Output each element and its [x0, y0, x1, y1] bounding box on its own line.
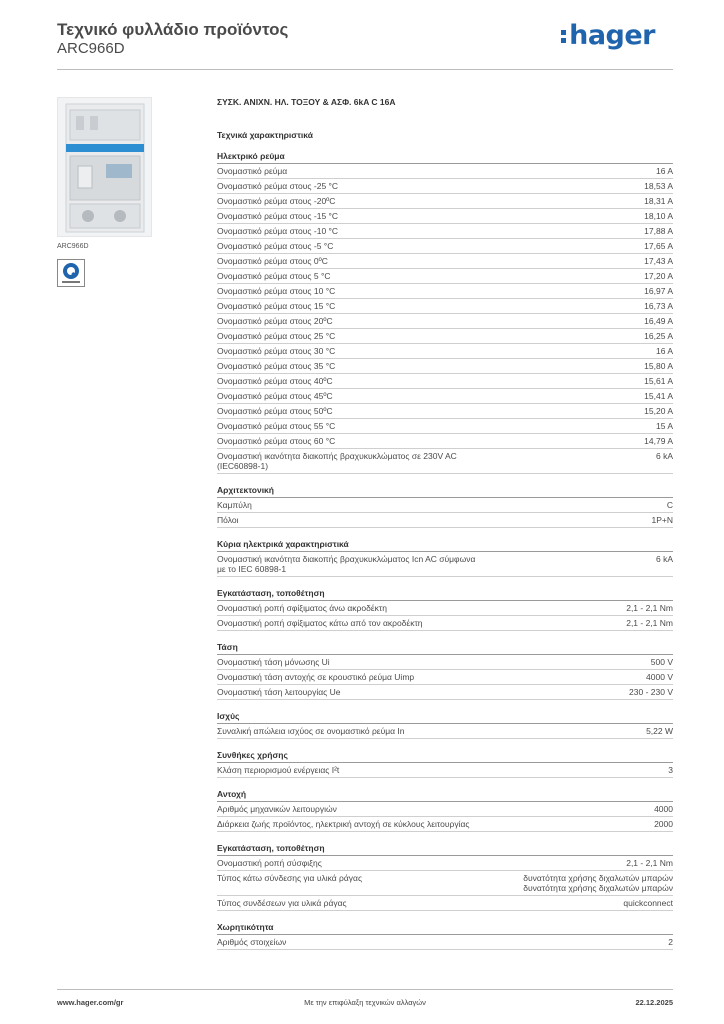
spec-label: Συναλική απώλεια ισχύος σε ονομαστικό ρεύμα In — [217, 726, 405, 736]
spec-group-title: Εγκατάσταση, τοποθέτηση — [217, 588, 673, 601]
logo-dots-icon — [561, 27, 567, 46]
spec-value: 4000 V — [646, 672, 673, 682]
spec-value-line: δυνατότητα χρήσης διχαλωτών μπαρών — [523, 883, 673, 893]
spec-value — [523, 873, 673, 893]
spec-value: 17,20 A — [644, 271, 673, 281]
footer-divider — [57, 989, 673, 990]
spec-label: Ονομαστικό ρεύμα στους -20ºC — [217, 196, 336, 206]
spec-value: C — [666, 500, 673, 510]
spec-label: Ονομαστικό ρεύμα στους -5 °C — [217, 241, 334, 251]
spec-row — [217, 374, 673, 389]
page-header — [57, 20, 673, 70]
spec-label: Διάρκεια ζωής προϊόντος, ηλεκτρική αντοχή σε κύκλους λειτουργίας — [217, 819, 470, 829]
spec-value: 230 - 230 V — [629, 687, 673, 697]
spec-label: Τύπος κάτω σύνδεσης για υλικά ράγας — [217, 873, 363, 883]
spec-label: Ονομαστικό ρεύμα — [217, 166, 288, 176]
spec-label: Ονομαστική ροπή σύσφιξης — [217, 858, 322, 868]
spec-row — [217, 359, 673, 374]
spec-group-title: Εγκατάσταση, τοποθέτηση — [217, 843, 673, 856]
spec-label: Ονομαστικό ρεύμα στους -25 °C — [217, 181, 339, 191]
spec-row — [217, 194, 673, 209]
spec-row — [217, 389, 673, 404]
spec-row — [217, 871, 673, 896]
spec-group-title: Κύρια ηλεκτρικά χαρακτηριστικά — [217, 539, 673, 552]
spec-group — [217, 789, 673, 832]
product-image-caption: ARC966D — [57, 243, 89, 250]
spec-row — [217, 299, 673, 314]
spec-value: 16,97 A — [644, 286, 673, 296]
spec-value: 16,25 A — [644, 331, 673, 341]
document-title: Τεχνικό φυλλάδιο προϊόντος — [57, 20, 289, 39]
spec-value: 14,79 A — [644, 436, 673, 446]
spec-label: Ονομαστική ροπή σφίξιματος άνω ακροδέκτη — [217, 603, 387, 613]
spec-group — [217, 642, 673, 700]
product-sidebar — [57, 97, 157, 287]
spec-label: Ονομαστικό ρεύμα στους 20ºC — [217, 316, 333, 326]
spec-label: Κλάση περιορισμού ενέργειας I²t — [217, 765, 340, 775]
spec-label: Ονομαστικό ρεύμα στους 55 °C — [217, 421, 336, 431]
spec-row — [217, 284, 673, 299]
spec-value: 4000 — [654, 804, 673, 814]
spec-value: 15,41 A — [644, 391, 673, 401]
spec-value: 2000 — [654, 819, 673, 829]
spec-group-title: Ηλεκτρικό ρεύμα — [217, 151, 673, 164]
spec-row — [217, 254, 673, 269]
spec-group — [217, 711, 673, 739]
spec-row — [217, 616, 673, 631]
spec-label: Ονομαστικό ρεύμα στους 30 °C — [217, 346, 336, 356]
spec-group-title: Αντοχή — [217, 789, 673, 802]
spec-group — [217, 539, 673, 577]
spec-row — [217, 449, 673, 474]
spec-label: Ονομαστικό ρεύμα στους -10 °C — [217, 226, 339, 236]
spec-value: 15,20 A — [644, 406, 673, 416]
spec-group-title: Συνθήκες χρήσης — [217, 750, 673, 763]
spec-group-title: Ισχύς — [217, 711, 673, 724]
spec-label: Ονομαστικό ρεύμα στους -15 °C — [217, 211, 339, 221]
spec-group — [217, 588, 673, 631]
hager-logo — [561, 20, 655, 51]
spec-row — [217, 552, 673, 577]
spec-label: Ονομαστικό ρεύμα στους 10 °C — [217, 286, 336, 296]
spec-row — [217, 670, 673, 685]
spec-label: Ονομαστικό ρεύμα στους 50ºC — [217, 406, 333, 416]
spec-value: 17,43 A — [644, 256, 673, 266]
spec-label: Πόλοι — [217, 515, 239, 525]
spec-value: 15,80 A — [644, 361, 673, 371]
spec-label: Ονομαστική τάση λειτουργίας Ue — [217, 687, 341, 697]
spec-row — [217, 179, 673, 194]
spec-value: 16,49 A — [644, 316, 673, 326]
spec-row — [217, 209, 673, 224]
spec-label: Τύπος συνδέσεων για υλικά ράγας — [217, 898, 347, 908]
spec-label: Καμπύλη — [217, 500, 252, 510]
quality-certification-icon — [57, 259, 85, 287]
spec-label: Ονομαστική ικανότητα διακοπής βραχυκυκλώματος Icn AC σύμφωνα με το IEC 60898-1 — [217, 554, 476, 574]
footer-website: www.hager.com/gr — [57, 998, 124, 1007]
spec-value: 2,1 - 2,1 Nm — [626, 858, 673, 868]
spec-value: 5,22 W — [646, 726, 673, 736]
spec-label: Ονομαστική τάση μόνωσης Ui — [217, 657, 330, 667]
spec-row — [217, 724, 673, 739]
spec-value: 18,10 A — [644, 211, 673, 221]
spec-value: 16 A — [655, 166, 673, 176]
spec-label: Ονομαστικό ρεύμα στους 25 °C — [217, 331, 336, 341]
spec-row — [217, 817, 673, 832]
spec-group — [217, 843, 673, 911]
spec-value: 2 — [668, 937, 673, 947]
spec-row — [217, 935, 673, 950]
spec-row — [217, 498, 673, 513]
spec-label: Ονομαστικό ρεύμα στους 0ºC — [217, 256, 328, 266]
product-name: ΣΥΣΚ. ΑΝΙΧΝ. ΗΛ. ΤΟΞΟΥ & ΑΣΦ. 6kA C 16A — [217, 97, 396, 107]
spec-row — [217, 269, 673, 284]
spec-value: 1P+N — [651, 515, 673, 525]
spec-value: 3 — [668, 765, 673, 775]
circuit-breaker-icon — [58, 98, 153, 238]
spec-value: 16,73 A — [644, 301, 673, 311]
logo-text: hager — [569, 20, 655, 51]
section-heading: Τεχνικά χαρακτηριστικά — [217, 130, 313, 140]
spec-row — [217, 685, 673, 700]
spec-group — [217, 151, 673, 474]
spec-label: Ονομαστικό ρεύμα στους 15 °C — [217, 301, 336, 311]
spec-label: Ονομαστικό ρεύμα στους 60 °C — [217, 436, 336, 446]
spec-label: Ονομαστικό ρεύμα στους 40ºC — [217, 376, 333, 386]
spec-groups — [217, 151, 673, 950]
spec-value: 18,53 A — [644, 181, 673, 191]
spec-group-title: Τάση — [217, 642, 673, 655]
spec-group — [217, 750, 673, 778]
spec-row — [217, 896, 673, 911]
spec-content — [217, 97, 673, 950]
spec-row — [217, 329, 673, 344]
footer-date: 22.12.2025 — [635, 998, 673, 1007]
header-divider — [57, 69, 673, 70]
spec-label: Ονομαστικό ρεύμα στους 35 °C — [217, 361, 336, 371]
product-image — [57, 97, 152, 237]
spec-row — [217, 164, 673, 179]
spec-value: 6 kA — [655, 554, 673, 564]
spec-row — [217, 344, 673, 359]
spec-value: 15,61 A — [644, 376, 673, 386]
spec-label: Ονομαστική ροπή σφίξιματος κάτω από τον ακροδέκτη — [217, 618, 423, 628]
spec-label: Ονομαστική ικανότητα διακοπής βραχυκυκλώματος σε 230V AC (IEC60898-1) — [217, 451, 457, 471]
spec-label: Αριθμός μηχανικών λειτουργιών — [217, 804, 337, 814]
spec-group-title: Χωρητικότητα — [217, 922, 673, 935]
spec-row — [217, 404, 673, 419]
spec-value: quickconnect — [623, 898, 673, 908]
spec-row — [217, 434, 673, 449]
spec-label: Ονομαστική τάση αντοχής σε κρουστικό ρεύμα Uimp — [217, 672, 415, 682]
spec-row — [217, 314, 673, 329]
spec-row — [217, 239, 673, 254]
spec-value: 16 A — [655, 346, 673, 356]
spec-row — [217, 802, 673, 817]
spec-value: 500 V — [650, 657, 673, 667]
product-code: ARC966D — [57, 40, 125, 57]
spec-group — [217, 922, 673, 950]
spec-value: 2,1 - 2,1 Nm — [626, 603, 673, 613]
spec-label: Ονομαστικό ρεύμα στους 5 °C — [217, 271, 331, 281]
spec-row — [217, 763, 673, 778]
spec-value: 6 kA — [655, 451, 673, 461]
spec-value: 18,31 A — [644, 196, 673, 206]
spec-value: 17,65 A — [644, 241, 673, 251]
spec-row — [217, 655, 673, 670]
spec-label: Αριθμός στοιχείων — [217, 937, 287, 947]
spec-label: Ονομαστικό ρεύμα στους 45ºC — [217, 391, 333, 401]
spec-row — [217, 601, 673, 616]
spec-row — [217, 224, 673, 239]
spec-group — [217, 485, 673, 528]
footer-notice: Με την επιφύλαξη τεχνικών αλλαγών — [304, 998, 426, 1007]
spec-value-line: δυνατότητα χρήσης διχαλωτών μπαρών — [523, 873, 673, 883]
spec-row — [217, 513, 673, 528]
spec-value: 15 A — [655, 421, 673, 431]
spec-row — [217, 419, 673, 434]
spec-row — [217, 856, 673, 871]
spec-group-title: Αρχιτεκτονική — [217, 485, 673, 498]
spec-value: 17,88 A — [644, 226, 673, 236]
spec-value: 2,1 - 2,1 Nm — [626, 618, 673, 628]
